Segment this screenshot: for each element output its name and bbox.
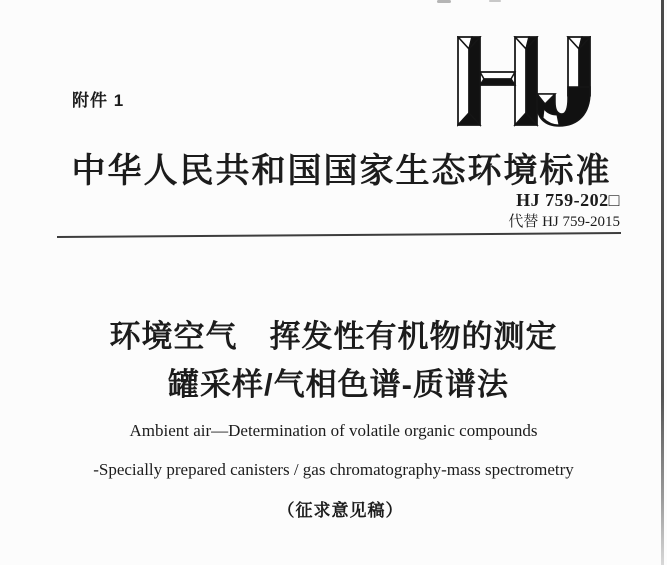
replaces-note: 代替 HJ 759-2015 xyxy=(508,214,620,230)
stage-note: （征求意见稿） xyxy=(277,501,404,520)
title-cn-line1: 环境空气 挥发性有机物的测定 xyxy=(109,319,558,354)
hj-logo xyxy=(457,36,591,128)
page-scan-edge xyxy=(661,0,664,565)
standard-code-block xyxy=(508,190,620,232)
title-en-line1: Ambient air—Determination of volatile organic compounds xyxy=(129,421,538,440)
scan-artifact xyxy=(489,0,501,2)
standard-code: HJ 759-202□ xyxy=(516,190,620,210)
national-standard-heading: 中华人民共和国国家生态环境标准 xyxy=(71,153,612,190)
title-en-line2: -Specially prepared canisters / gas chromatography-mass spectrometry xyxy=(93,460,574,479)
attachment-label: 附件 1 xyxy=(72,91,125,110)
scan-artifact xyxy=(437,0,451,3)
header-rule xyxy=(57,232,621,238)
title-cn-line2: 罐采样/气相色谱-质谱法 xyxy=(168,367,509,402)
